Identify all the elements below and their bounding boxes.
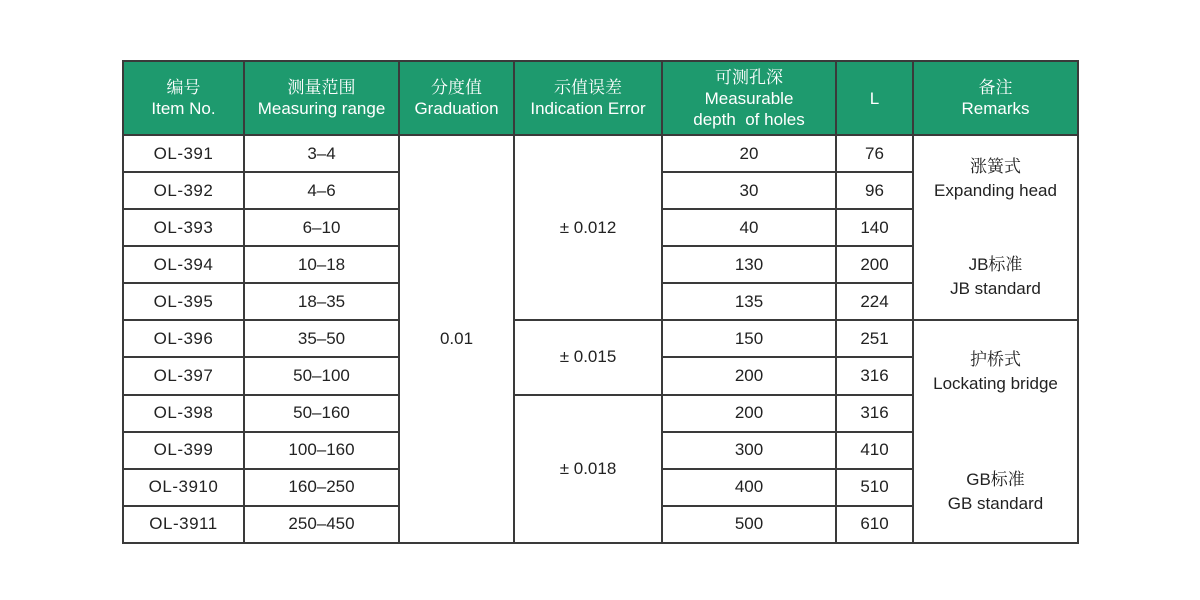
item-cell: OL-399 bbox=[123, 432, 244, 469]
item-cell: OL-398 bbox=[123, 395, 244, 432]
table-row bbox=[123, 320, 1078, 357]
depth-cell: 500 bbox=[662, 506, 836, 543]
item-cell: OL-392 bbox=[123, 172, 244, 209]
range-cell: 3–4 bbox=[244, 135, 399, 172]
spec-table bbox=[122, 60, 1079, 544]
l-cell: 76 bbox=[836, 135, 913, 172]
l-cell: 316 bbox=[836, 395, 913, 432]
header-range: 测量范围 Measuring range bbox=[244, 61, 399, 135]
depth-cell: 300 bbox=[662, 432, 836, 469]
item-cell: OL-394 bbox=[123, 246, 244, 283]
l-cell: 251 bbox=[836, 320, 913, 357]
item-cell: OL-393 bbox=[123, 209, 244, 246]
depth-cell: 130 bbox=[662, 246, 836, 283]
header-graduation: 分度值 Graduation bbox=[399, 61, 514, 135]
remarks-cell: 涨簧式 Expanding head JB标准 JB standard bbox=[913, 135, 1078, 320]
depth-cell: 200 bbox=[662, 357, 836, 394]
l-cell: 224 bbox=[836, 283, 913, 320]
range-cell: 50–160 bbox=[244, 395, 399, 432]
l-cell: 610 bbox=[836, 506, 913, 543]
depth-cell: 400 bbox=[662, 469, 836, 506]
header-error: 示值误差 Indication Error bbox=[514, 61, 662, 135]
remarks-cell: 护桥式 Lockating bridge GB标准 GB standard bbox=[913, 320, 1078, 543]
error-cell: ± 0.015 bbox=[514, 320, 662, 394]
item-cell: OL-397 bbox=[123, 357, 244, 394]
l-cell: 96 bbox=[836, 172, 913, 209]
depth-cell: 135 bbox=[662, 283, 836, 320]
item-cell: OL-396 bbox=[123, 320, 244, 357]
depth-cell: 40 bbox=[662, 209, 836, 246]
range-cell: 6–10 bbox=[244, 209, 399, 246]
l-cell: 140 bbox=[836, 209, 913, 246]
item-cell: OL-3911 bbox=[123, 506, 244, 543]
range-cell: 100–160 bbox=[244, 432, 399, 469]
header-row bbox=[123, 61, 1078, 135]
header-depth: 可测孔深 Measurable depth of holes bbox=[662, 61, 836, 135]
graduation-cell: 0.01 bbox=[399, 135, 514, 543]
header-remarks: 备注 Remarks bbox=[913, 61, 1078, 135]
l-cell: 316 bbox=[836, 357, 913, 394]
item-cell: OL-391 bbox=[123, 135, 244, 172]
depth-cell: 30 bbox=[662, 172, 836, 209]
range-cell: 10–18 bbox=[244, 246, 399, 283]
header-item: 编号 Item No. bbox=[123, 61, 244, 135]
depth-cell: 20 bbox=[662, 135, 836, 172]
range-cell: 18–35 bbox=[244, 283, 399, 320]
error-cell: ± 0.012 bbox=[514, 135, 662, 320]
item-cell: OL-395 bbox=[123, 283, 244, 320]
range-cell: 4–6 bbox=[244, 172, 399, 209]
l-cell: 200 bbox=[836, 246, 913, 283]
range-cell: 160–250 bbox=[244, 469, 399, 506]
error-cell: ± 0.018 bbox=[514, 395, 662, 543]
l-cell: 510 bbox=[836, 469, 913, 506]
l-cell: 410 bbox=[836, 432, 913, 469]
item-cell: OL-3910 bbox=[123, 469, 244, 506]
range-cell: 35–50 bbox=[244, 320, 399, 357]
range-cell: 50–100 bbox=[244, 357, 399, 394]
depth-cell: 200 bbox=[662, 395, 836, 432]
header-l: L bbox=[836, 61, 913, 135]
depth-cell: 150 bbox=[662, 320, 836, 357]
table-row bbox=[123, 135, 1078, 172]
range-cell: 250–450 bbox=[244, 506, 399, 543]
